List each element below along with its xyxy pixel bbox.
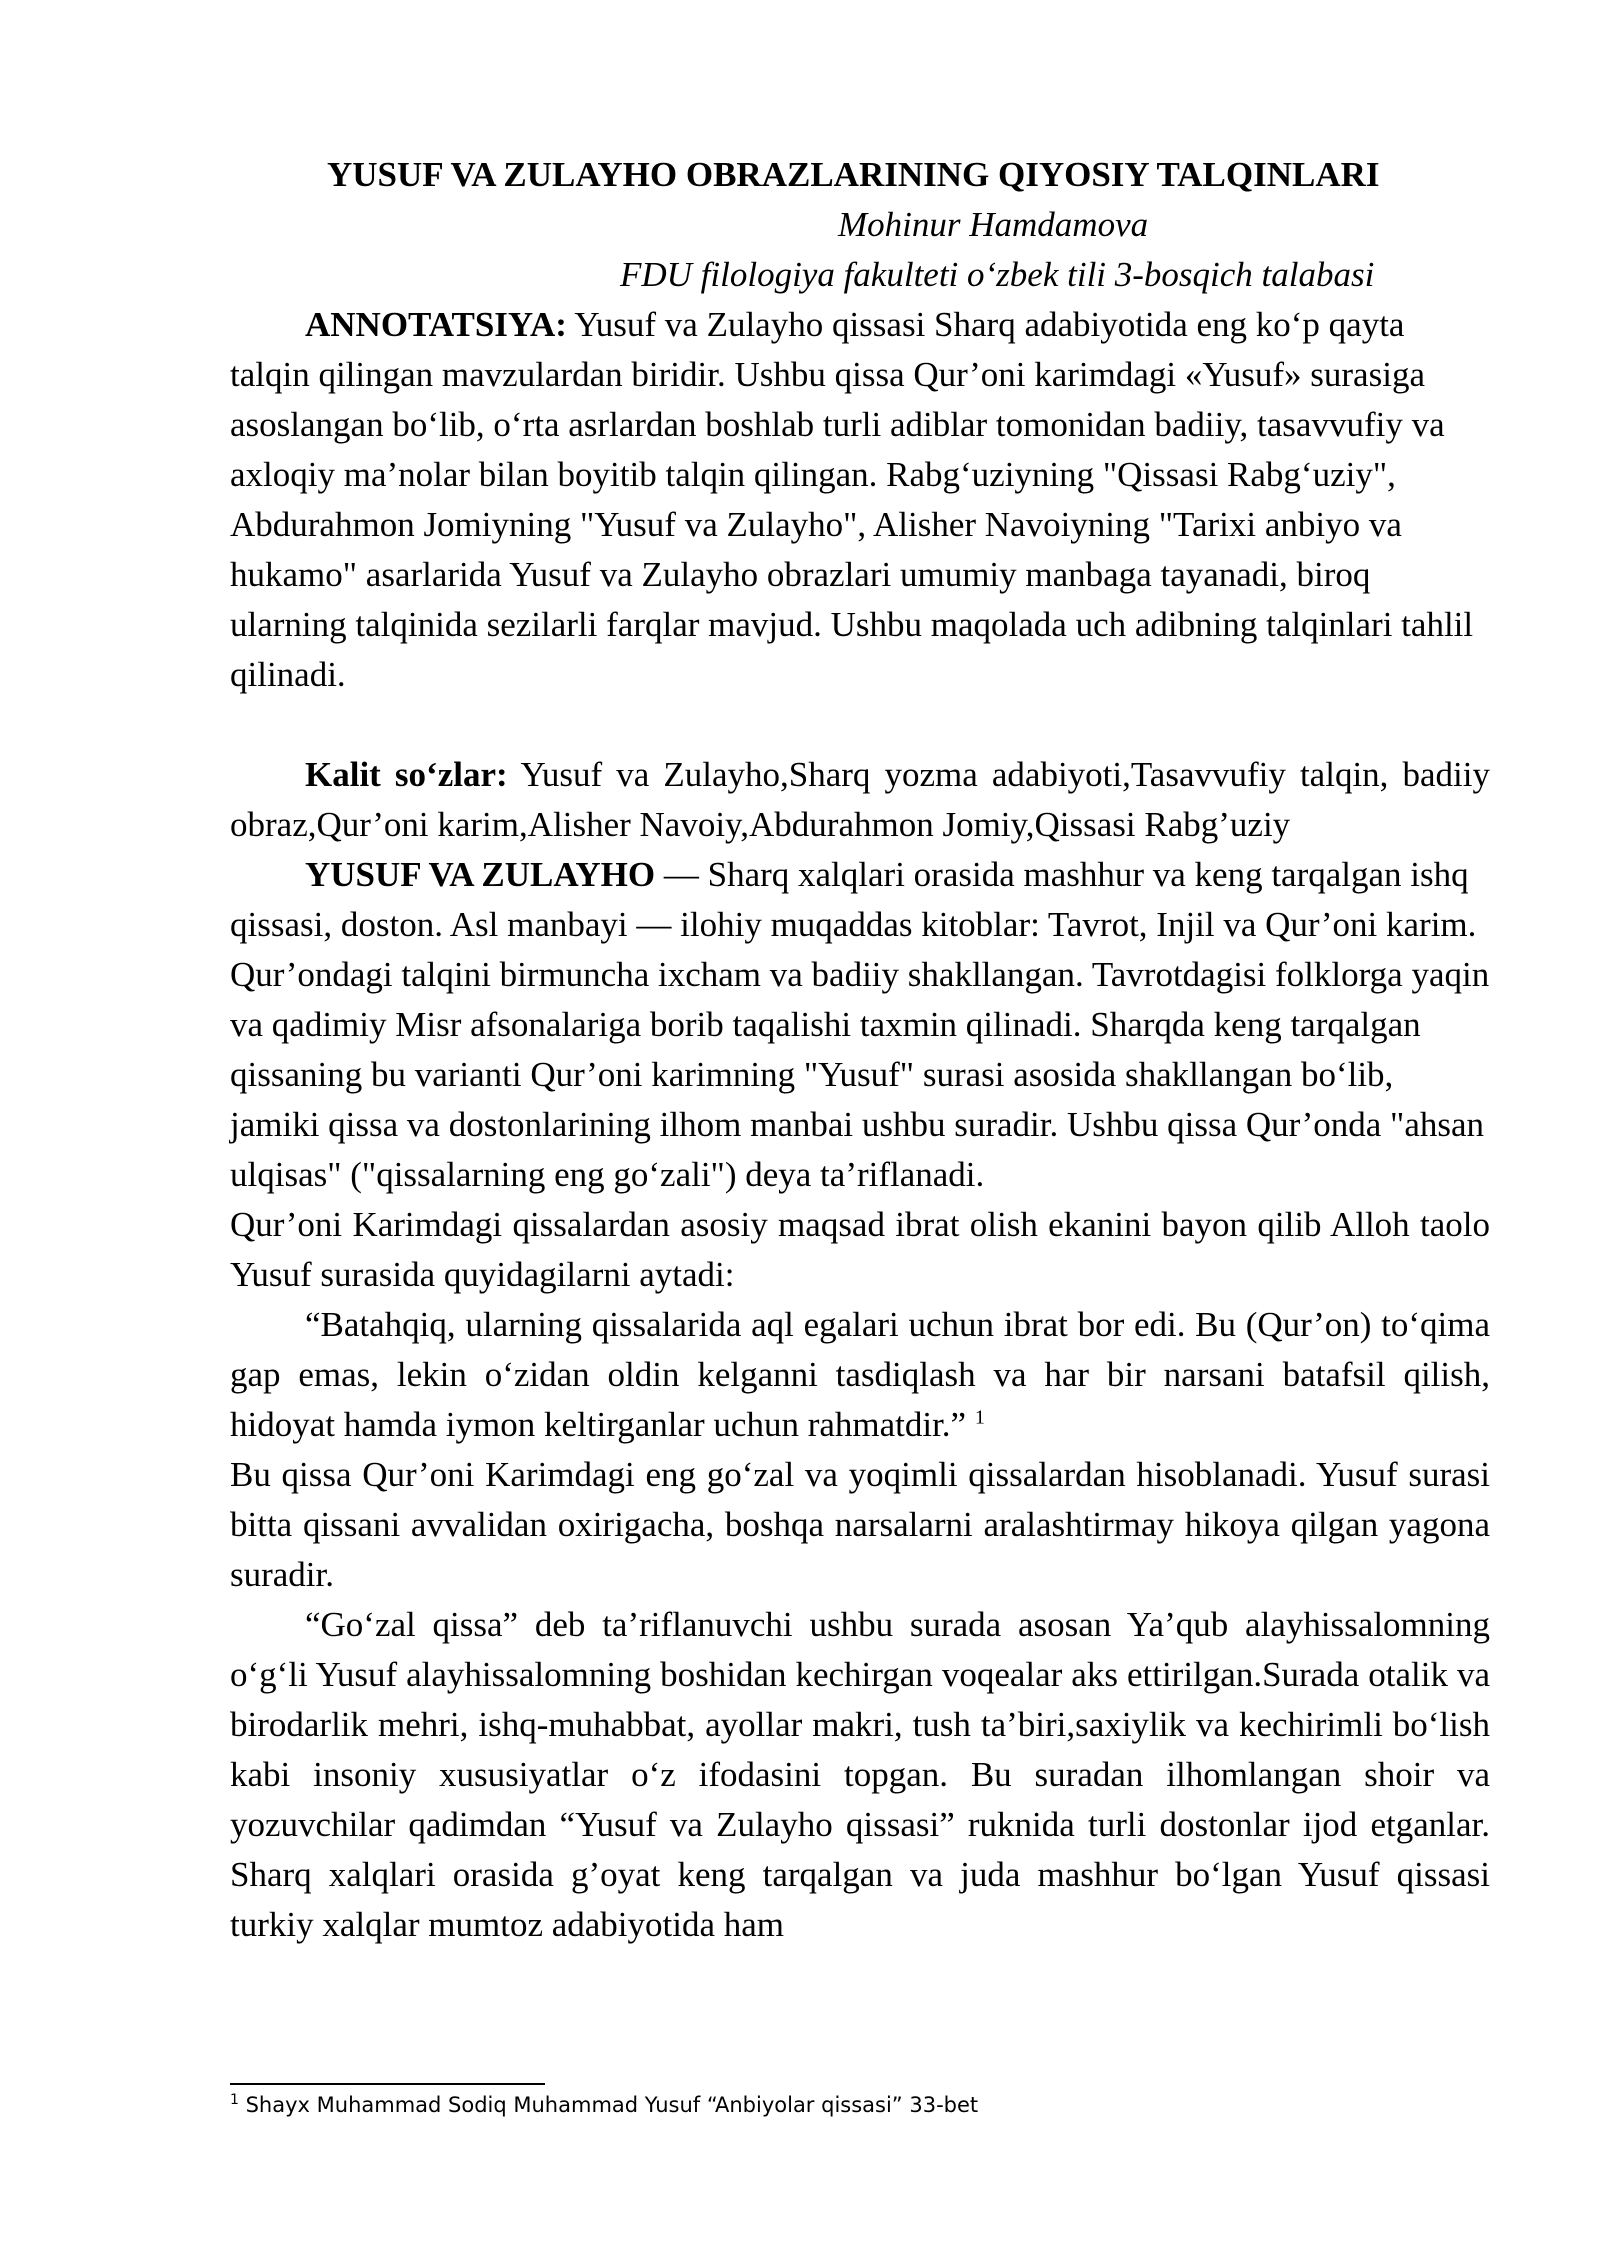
annotation-paragraph (230, 300, 1490, 700)
paragraph-2: Qur’oni Karimdagi qissalardan asosiy maqsad ibrat olish ekanini bayon qilib Alloh taolo Yusuf surasida quyidagilarni aytadi: (230, 1205, 1490, 1294)
footnote-number: 1 (230, 2092, 239, 2108)
annotation-text: Yusuf va Zulayho qissasi Sharq adabiyotida eng koʻp qayta talqin qilingan mavzulardan biridir. Ushbu qissa Qur’oni karimdagi «Yusuf» surasiga asoslangan boʻlib, oʻrta asrlardan boshlab turli adiblar tomonidan badiiy, tasavvufiy va axloqiy ma’nolar bilan boyitib talqin qilingan. Rabgʻuziyning "Qissasi Rabgʻuziy", Abdurahmon Jomiyning "Yusuf va Zulayho", Alisher Navoiyning "Tarixi anbiyo va hukamo" asarlarida Yusuf va Zulayho obrazlari umumiy manbaga tayanadi, biroq ularning talqinida sezilarli farqlar mavjud. Ushbu maqolada uch adibning talqinlari tahlil qilinadi. (230, 305, 1474, 694)
footnote (230, 2090, 1490, 2120)
author-affiliation: FDU filologiya fakulteti oʻzbek tili 3-bosqich talabasi (620, 255, 1375, 294)
keywords-label: Kalit soʻzlar: (305, 755, 508, 794)
author-name: Mohinur Hamdamova (838, 205, 1149, 244)
quote-paragraph (230, 1300, 1490, 1450)
article-title: YUSUF VA ZULAYHO OBRAZLARINING QIYOSIY TALQINLARI (327, 155, 1380, 194)
footnote-divider (230, 2083, 545, 2085)
intro-text: — Sharq xalqlari orasida mashhur va keng tarqalgan ishq qissasi, doston. Asl manbayi — ilohiy muqaddas kitoblar: Tavrot, Injil va Qur’oni karim. Qur’ondagi talqini birmuncha ixcham va badiiy shakllangan. Tavrotdagisi folklorga yaqin va qadimiy Misr afsonalariga borib taqalishi taxmin qilinadi. Sharqda keng tarqalgan qissaning bu varianti Qur’oni karimning "Yusuf" surasi asosida shakllangan boʻlib, jamiki qissa va dostonlarining ilhom manbai ushbu suradir. Ushbu qissa Qur’onda "ahsan ulqisas" ("qissalarning eng goʻzali") deya ta’riflanadi. (230, 855, 1490, 1194)
footnote-text: Shayx Muhammad Sodiq Muhammad Yusuf “Anbiyolar qissasi” 33-bet (238, 2093, 979, 2117)
blank-line (230, 700, 1490, 750)
annotation-label: ANNOTATSIYA: (305, 305, 567, 344)
footnote-ref[interactable]: 1 (974, 1406, 985, 1429)
keywords-paragraph (230, 750, 1490, 850)
paragraph-5: “Goʻzal qissa” deb ta’riflanuvchi ushbu surada asosan Ya’qub alayhissalomning oʻgʻli Yusuf alayhissalomning boshidan kechirgan voqealar aks ettirilgan.Surada otalik va birodarlik mehri, ishq-muhabbat, ayollar makri, tush ta’biri,saxiylik va kechirimli boʻlish kabi insoniy xususiyatlar oʻz ifodasini topgan. Bu suradan ilhomlangan shoir va yozuvchilar qadimdan “Yusuf va Zulayho qissasi” ruknida turli dostonlar ijod etganlar. Sharq xalqlari orasida g’oyat keng tarqalgan va juda mashhur boʻlgan Yusuf qissasi turkiy xalqlar mumtoz adabiyotida ham (230, 1605, 1490, 1944)
intro-label: YUSUF VA ZULAYHO (305, 855, 656, 894)
quote-text: “Batahqiq, ularning qissalarida aql egalari uchun ibrat bor edi. Bu (Qur’on) toʻqima gap emas, lekin oʻzidan oldin kelganni tasdiqlash va har bir narsani batafsil qilish, hidoyat hamda iymon keltirganlar uchun rahmatdir.” (230, 1305, 1490, 1444)
paragraph-4: Bu qissa Qur’oni Karimdagi eng goʻzal va yoqimli qissalardan hisoblanadi. Yusuf surasi bitta qissani avvalidan oxirigacha, boshqa narsalarni aralashtirmay hikoya qilgan yagona suradir. (230, 1455, 1490, 1594)
page-content (230, 150, 1490, 1950)
intro-paragraph (230, 850, 1490, 1200)
keywords-text: Yusuf va Zulayho,Sharq yozma adabiyoti,Tasavvufiy talqin, badiiy obraz,Qur’oni karim,Alisher Navoiy,Abdurahmon Jomiy,Qissasi Rabg’uziy (230, 755, 1490, 844)
